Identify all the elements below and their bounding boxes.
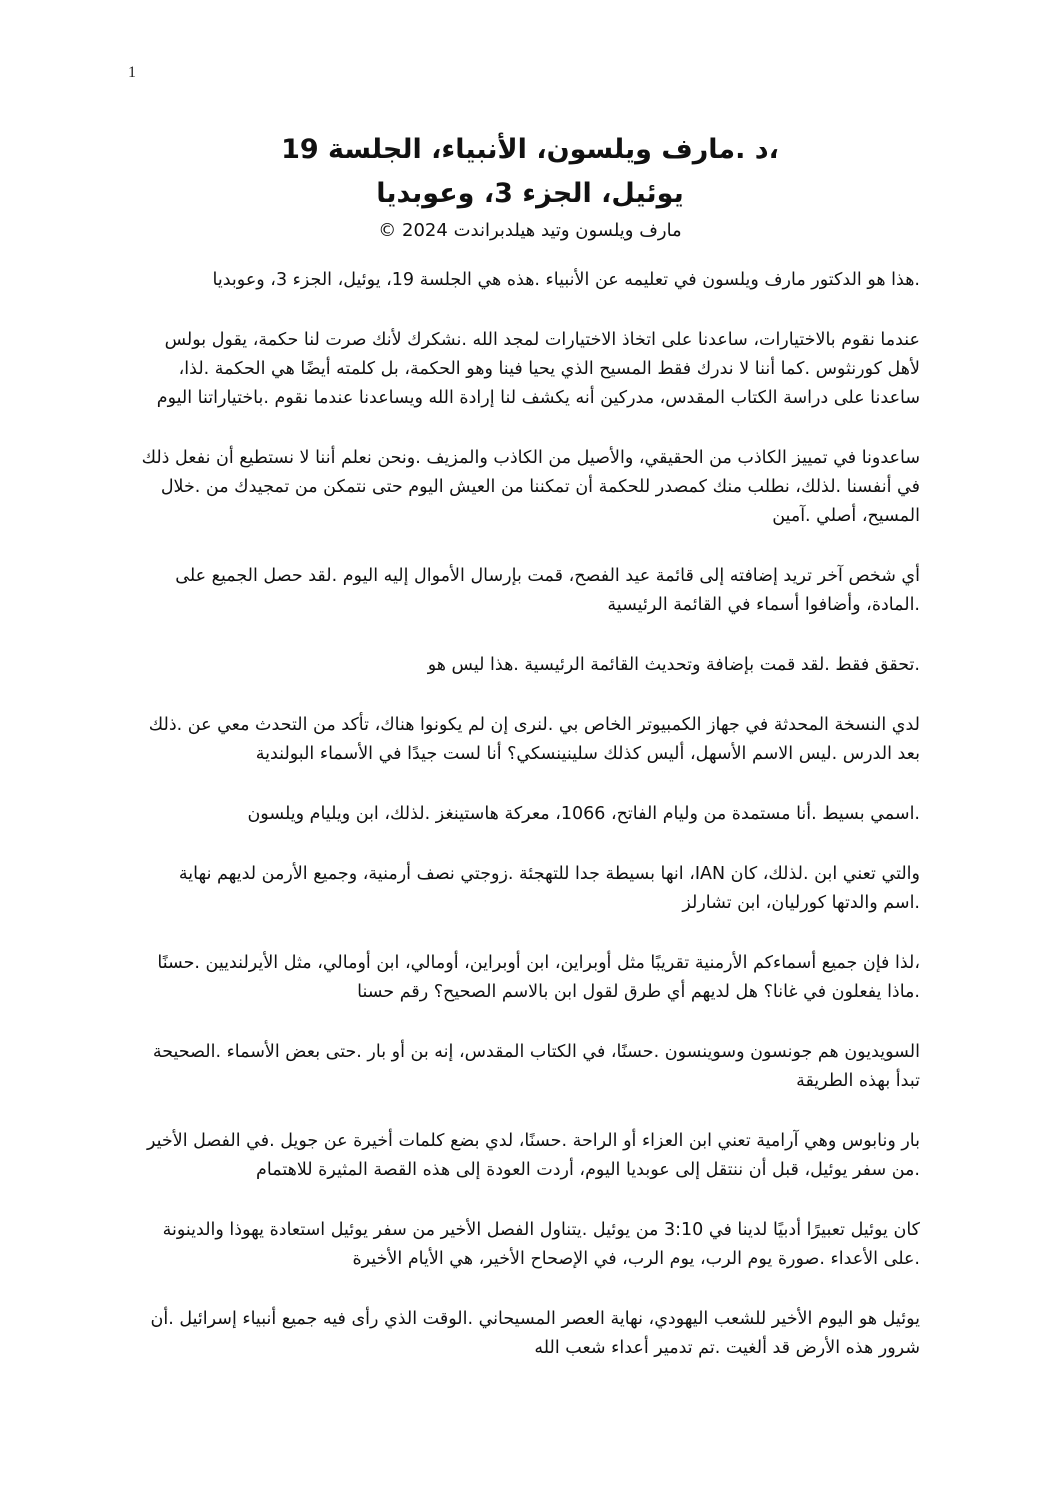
document-body (140, 266, 920, 1394)
document-title-line-1: ،د .مارف ويلسون، الأنبياء، الجلسة 19 (281, 134, 779, 165)
copyright-notice: مارف ويلسون وتيد هيلدبراندت 2024 © (378, 220, 682, 241)
paragraph-5: .تحقق فقط .لقد قمت بإضافة وتحديث القائمة الرئيسية .هذا ليس هو (427, 655, 920, 675)
paragraph-6: لدي النسخة المحدثة في جهاز الكمبيوتر الخاص بي .لنرى إن لم يكونوا هناك، تأكد من التحدث معي عن .ذلك بعد الدرس .ليس الاسم الأسهل، أليس كذلك سلينينسكي؟ أنا لست جيدًا في الأسماء البولندية (148, 715, 920, 764)
document-header (140, 128, 920, 246)
paragraph-1: .هذا هو الدكتور مارف ويلسون في تعليمه عن الأنبياء .هذه هي الجلسة 19، يوئيل، الجزء 3، وعوبديا (212, 270, 920, 290)
paragraph-9: ،لذا فإن جميع أسماءكم الأرمنية تقريبًا مثل أوبراين، ابن أوبراين، أومالي، ابن أومالي، مثل الأيرلنديين .حسنًا .ماذا يفعلون في غانا؟ هل لديهم أي طرق لقول ابن بالاسم الصحيح؟ رقم حسنا (157, 953, 920, 1002)
paragraph-7: .اسمي بسيط .أنا مستمدة من وليام الفاتح، 1066، معركة هاستينغز .لذلك، ابن ويليام ويلسون (247, 804, 920, 824)
paragraph-10: السويديون هم جونسون وسوينسون .حسنًا، في الكتاب المقدس، إنه بن أو بار .حتى بعض الأسماء .الصحيحة تبدأ بهذه الطريقة (152, 1042, 920, 1091)
paragraph-12: كان يوئيل تعبيرًا أدبيًا لدينا في 3:10 من يوئيل .يتناول الفصل الأخير من سفر يوئيل استعادة يهوذا والدينونة .على الأعداء .صورة يوم الرب، يوم الرب، في الإصحاح الأخير، هي الأيام الأخيرة (162, 1220, 920, 1269)
paragraph-11: بار ونابوس وهي آرامية تعني ابن العزاء أو الراحة .حسنًا، لدي بضع كلمات أخيرة عن جويل .في الفصل الأخير .من سفر يوئيل، قبل أن ننتقل إلى عوبديا اليوم، أردت العودة إلى هذه القصة المثيرة للاهتمام (146, 1131, 920, 1180)
paragraph-3: ساعدونا في تمييز الكاذب من الحقيقي، والأصيل من الكاذب والمزيف .ونحن نعلم أننا لا نستطيع أن نفعل ذلك في أنفسنا .لذلك، نطلب منك كمصدر للحكمة أن تمكننا من العيش اليوم حتى نتمكن من تمجيدك من .خلال المسيح، أصلي .آمين (141, 448, 920, 526)
paragraph-13: يوئيل هو اليوم الأخير للشعب اليهودي، نهاية العصر المسيحاني .الوقت الذي رأى فيه جميع أنبياء إسرائيل .أن شرور هذه الأرض قد ألغيت .تم تدمير أعداء شعب الله (150, 1309, 920, 1358)
paragraph-2: عندما نقوم بالاختيارات، ساعدنا على اتخاذ الاختيارات لمجد الله .نشكرك لأنك صرت لنا حكمة، يقول بولس لأهل كورنثوس .كما أننا لا ندرك فقط المسيح الذي يحيا فينا وهو الحكمة، بل كلمته أيضًا هي الحكمة .لذا، ساعدنا على دراسة الكتاب المقدس، مدركين أنه يكشف لنا إرادة الله ويساعدنا عندما نقوم .باختياراتنا اليوم (156, 330, 920, 408)
paragraph-4: أي شخص آخر تريد إضافته إلى قائمة عيد الفصح، قمت بإرسال الأموال إليه اليوم .لقد حصل الجميع على .المادة، وأضافوا أسماء في القائمة الرئيسية (175, 566, 920, 615)
paragraph-8: والتي تعني ابن .لذلك، كان IAN، انها بسيطة جدا للتهجئة .زوجتي نصف أرمنية، وجميع الأرمن لديهم نهاية .اسم والدتها كورليان، ابن تشارلز (178, 864, 920, 913)
page-number: 1 (128, 64, 136, 81)
document-title-line-2: يوئيل، الجزء 3، وعوبديا (376, 178, 684, 209)
